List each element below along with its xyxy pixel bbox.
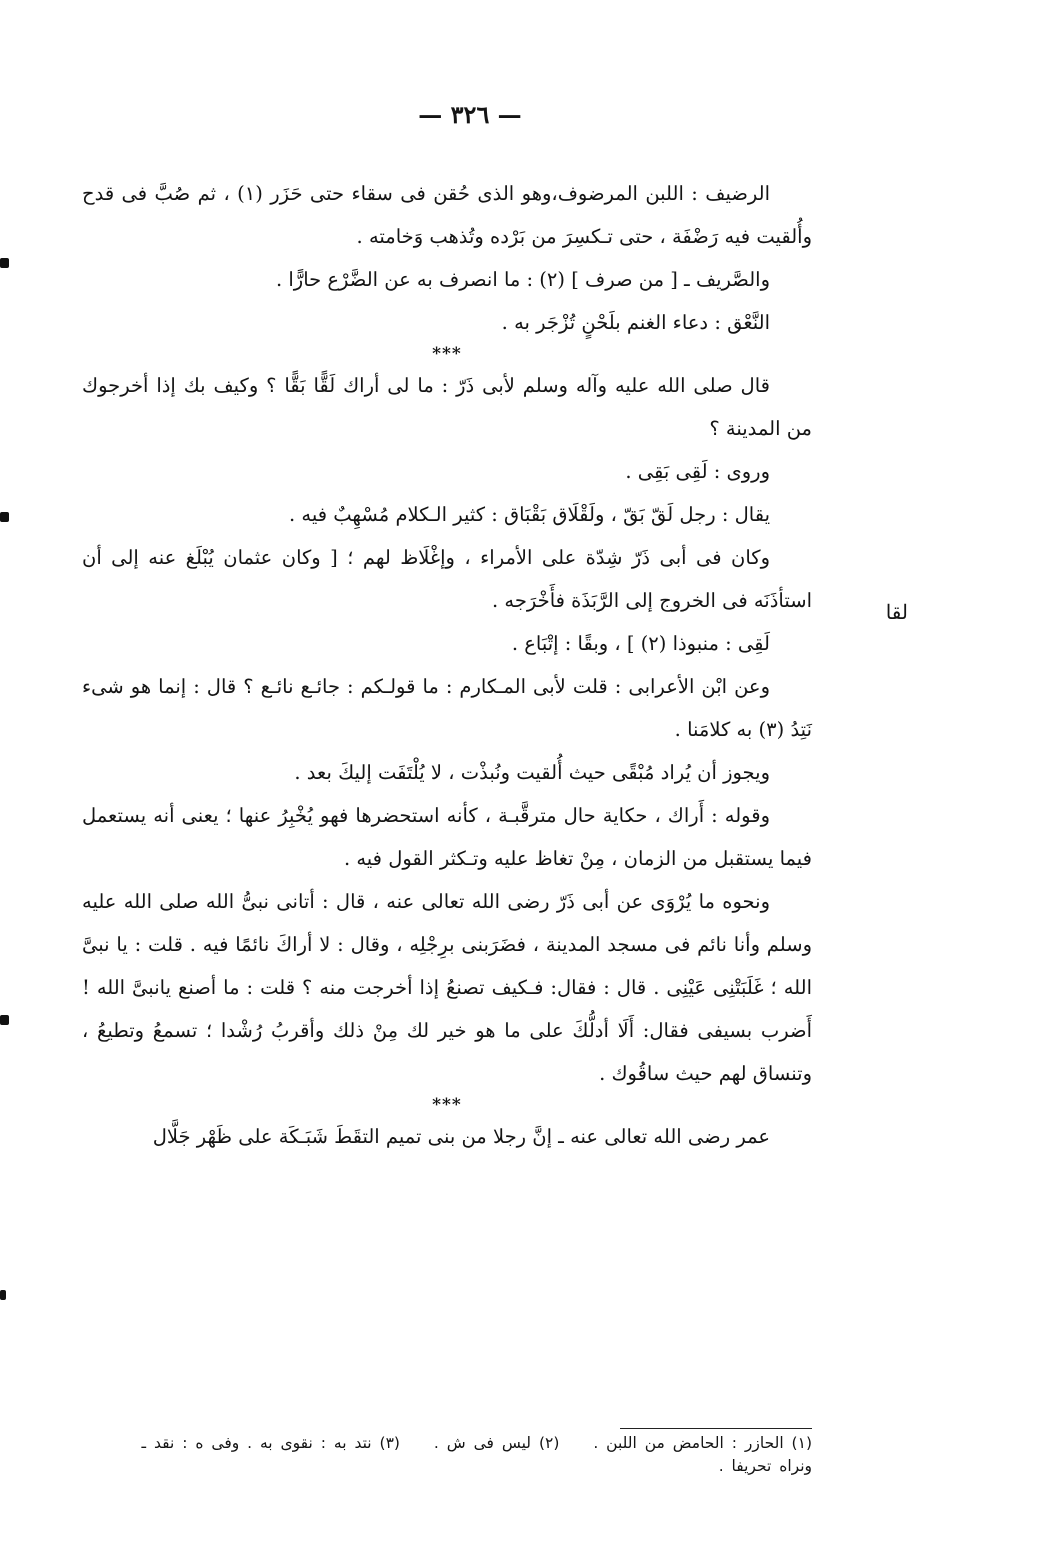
paragraph: لَقِى : منبوذا (٢) ] ، وبقًا : إتْبَاع . [511, 632, 770, 655]
paragraph: وكان فى أبى ذَرّ شِدّة على الأمراء ، وإغْلَاظ لهم ؛ [ وكان عثمان يُبْلَغ عنه إلى أن استأذَنَه فى الخروج إلى الرَّبَذَة فأَخْرَجه . [82, 546, 812, 612]
margin-note: لقا [885, 600, 908, 624]
paragraph: وقوله : أَراك ، حكاية حال مترقَّبـة ، كأنه استحضرها فهو يُخْبِرُ عنها ؛ يعنى أنه يستعمل فيما يستقبل من الزمان ، مِنْ تغاظ عليه وتـكثر القول فيه . [82, 804, 812, 870]
paragraph: قال صلى الله عليه وآله وسلم لأبى ذَرّ : ما لى أراك لَقًّا بَقًّا ؟ وكيف بك إذا أخرجوك من المدينة ؟ [82, 374, 812, 440]
paragraph: وروى : لَقِى بَقِى . [625, 460, 770, 483]
footnote-2: (٢) ليس فى ش . [433, 1434, 560, 1452]
section-separator: *** [432, 344, 462, 364]
scan-edge-mark [0, 1015, 9, 1025]
footnote-3: (٣) نتد به : نقوى به . وفى ه : نقد ـ [141, 1434, 400, 1452]
paragraph: النَّعْق : دعاء الغنم بلَحْنٍ تُزْجَر به . [501, 311, 770, 334]
footnote-line [82, 1432, 812, 1455]
scan-edge-mark [0, 1290, 6, 1300]
paragraph: وعن ابْن الأعرابى : قلت لأبى المـكارم : ما قولـكم : جائـع نائـع ؟ قال : إنما هو شىء نَتِدُ (٣) به كلامَنا . [82, 675, 812, 741]
paragraph: يقال : رجل لَقّ بَقّ ، ولَقْلَاق بَقْبَاق : كثير الـكلام مُسْهِبٌ فيه . [289, 503, 770, 526]
scan-edge-mark [0, 512, 9, 522]
footnote-separator [620, 1428, 812, 1429]
scan-edge-mark [0, 258, 9, 268]
footnotes [82, 1432, 812, 1478]
paragraph: والصَّريف ـ [ من صرف ] (٢) : ما انصرف به عن الضَّرْع حارًّا . [275, 268, 770, 291]
paragraph: عمر رضى الله تعالى عنه ـ إنَّ رجلا من بنى تميم التقَطَ شَبَـكَة على ظَهْر جَلَّال [152, 1125, 770, 1148]
page-number: — ٣٢٦ — [418, 100, 522, 129]
body-text [82, 172, 812, 1158]
paragraph: ونحوه ما يُرْوَى عن أبى ذَرّ رضى الله تعالى عنه ، قال : أتانى نبىُّ الله صلى الله عليه وسلم وأنا نائم فى مسجد المدينة ، فضَرَبنى برِجْلِه ، وقال : لا أراكَ نائمًا فيه . قلت : يا نبىَّ الله ؛ غَلَبَتْنِى عَيْنِى . قال : فقال: فـكيف تصنعُ إذا أخرجت منه ؟ قلت : ما أصنع يانبىَّ الله ! أَضرب بسيفى فقال: أَلَا أدلُّكَ على ما هو خير لك مِنْ ذلك وأقربُ رُشْدا ؛ تسمعُ وتطيعُ ، وتنساق لهم حيث ساقُوك . [82, 890, 812, 1085]
footnote-continuation: ونراه تحريفا . [718, 1457, 812, 1475]
footnote-1: (١) الحازر : الحامض من اللبن . [593, 1434, 812, 1452]
paragraph: ويجوز أن يُراد مُبْقًى حيث أُلقيت ونُبذْت ، لا يُلْتَفَت إليكَ بعد . [294, 761, 770, 784]
paragraph: الرضيف : اللبن المرضوف،وهو الذى حُقن فى سقاء حتى حَزَر (١) ، ثم صُبَّ فى قدح وأُلقيت فيه رَضْفَة ، حتى تـكسِرَ من بَرْده وتُذهب وَخامته . [82, 182, 812, 248]
section-separator: *** [432, 1095, 462, 1115]
